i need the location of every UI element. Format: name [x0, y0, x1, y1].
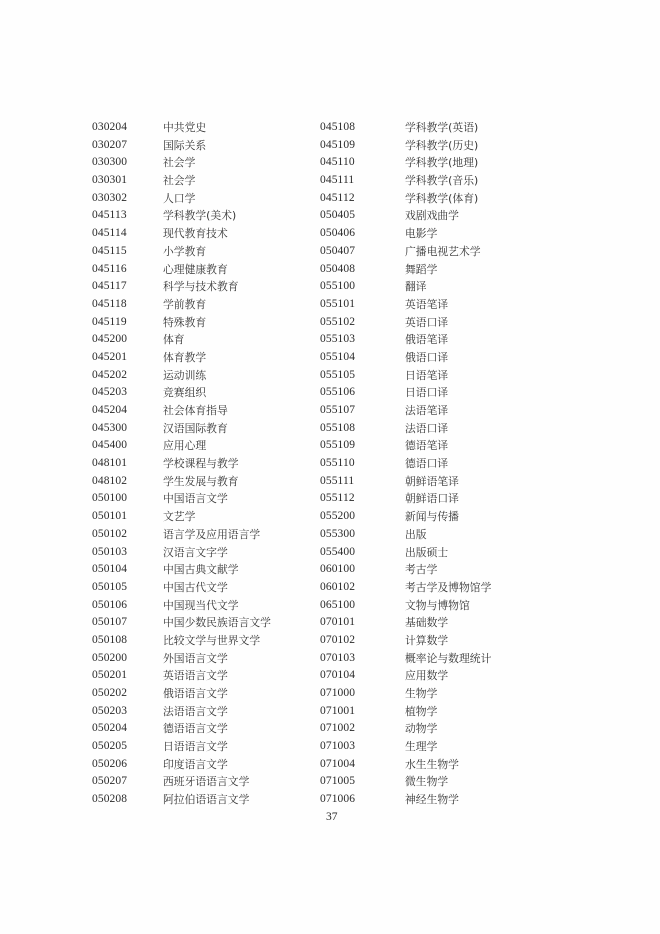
table-row	[0, 632, 660, 650]
subject-name-left: 运动训练	[163, 368, 207, 382]
subject-name-right: 广播电视艺术学	[405, 244, 481, 258]
subject-code-left: 050203	[92, 704, 128, 717]
subject-name-right: 水生生物学	[405, 757, 459, 771]
subject-name-right: 文物与博物馆	[405, 598, 470, 612]
subject-code-table	[0, 119, 660, 809]
subject-code-right: 055102	[320, 315, 356, 328]
subject-name-left: 小学教育	[163, 244, 207, 258]
subject-name-right: 神经生物学	[405, 793, 459, 807]
subject-name-left: 国际关系	[163, 138, 207, 152]
subject-code-right: 060100	[320, 563, 356, 576]
subject-name-left: 中共党史	[163, 121, 207, 134]
table-row	[0, 296, 660, 314]
table-row	[0, 490, 660, 508]
subject-code-right: 045108	[320, 121, 356, 133]
table-row	[0, 473, 660, 491]
table-row	[0, 172, 660, 190]
subject-code-right: 070104	[320, 669, 356, 682]
table-row	[0, 437, 660, 455]
subject-code-left: 045118	[92, 297, 127, 310]
subject-name-left: 西班牙语语言文学	[163, 775, 250, 789]
subject-name-right: 戏剧戏曲学	[405, 209, 459, 223]
subject-name-right: 朝鲜语口译	[405, 492, 459, 506]
subject-code-right: 045111	[320, 174, 355, 187]
table-row	[0, 738, 660, 756]
table-row	[0, 137, 660, 155]
subject-name-right: 概率论与数理统计	[405, 651, 492, 665]
subject-name-right: 生物学	[405, 687, 438, 700]
table-row	[0, 367, 660, 385]
subject-name-right: 德语笔译	[405, 439, 449, 453]
subject-code-right: 045110	[320, 156, 355, 169]
subject-code-left: 050102	[92, 527, 128, 540]
subject-code-left: 050100	[92, 492, 128, 505]
subject-name-left: 中国现当代文学	[163, 598, 239, 612]
subject-code-right: 055110	[320, 457, 355, 470]
table-row	[0, 614, 660, 632]
subject-code-left: 050201	[92, 669, 128, 682]
subject-code-left: 045114	[92, 227, 127, 240]
subject-code-right: 071003	[320, 740, 356, 753]
table-row	[0, 597, 660, 615]
subject-name-right: 朝鲜语笔译	[405, 474, 459, 488]
subject-code-left: 050206	[92, 757, 128, 770]
subject-code-right: 055109	[320, 439, 356, 452]
subject-name-left: 学校课程与教学	[163, 457, 239, 471]
subject-code-right: 050405	[320, 209, 356, 222]
subject-name-right: 出版	[405, 527, 427, 541]
subject-code-left: 050105	[92, 580, 128, 593]
subject-code-left: 050103	[92, 545, 128, 558]
subject-code-left: 045119	[92, 315, 127, 328]
subject-code-right: 071006	[320, 793, 356, 806]
subject-name-right: 电影学	[405, 227, 438, 241]
subject-name-left: 俄语语言文学	[163, 687, 228, 700]
subject-name-right: 日语口译	[405, 386, 449, 400]
table-row	[0, 278, 660, 296]
subject-name-right: 动物学	[405, 722, 438, 736]
subject-code-left: 050208	[92, 793, 128, 806]
subject-name-left: 日语语言文学	[163, 740, 228, 754]
table-row	[0, 384, 660, 402]
subject-name-right: 考古学及博物馆学	[405, 580, 492, 594]
subject-code-left: 050200	[92, 651, 128, 664]
subject-code-right: 055108	[320, 421, 356, 434]
table-row	[0, 773, 660, 791]
subject-name-right: 俄语笔译	[405, 333, 449, 347]
subject-code-right: 065100	[320, 598, 356, 611]
subject-name-right: 日语笔译	[405, 368, 449, 382]
subject-code-right: 071004	[320, 757, 356, 770]
subject-code-right: 055104	[320, 350, 356, 363]
subject-name-right: 舞蹈学	[405, 262, 438, 276]
subject-code-right: 055400	[320, 545, 356, 558]
subject-code-right: 050406	[320, 227, 356, 240]
subject-code-left: 050204	[92, 722, 128, 735]
subject-code-left: 050202	[92, 687, 128, 699]
table-row	[0, 349, 660, 367]
subject-code-left: 050104	[92, 563, 128, 576]
subject-code-left: 050101	[92, 510, 128, 523]
subject-name-right: 学科教学(英语)	[405, 121, 479, 134]
subject-code-right: 055200	[320, 510, 356, 523]
subject-name-right: 新闻与传播	[405, 510, 459, 524]
subject-code-right: 055101	[320, 297, 356, 310]
subject-code-right: 045112	[320, 191, 355, 204]
subject-code-left: 045300	[92, 421, 128, 434]
subject-name-left: 汉语国际教育	[163, 421, 228, 435]
subject-code-left: 045201	[92, 350, 128, 363]
subject-name-left: 中国语言文学	[163, 492, 228, 506]
subject-code-right: 071002	[320, 722, 356, 735]
subject-name-right: 植物学	[405, 704, 438, 718]
subject-code-right: 071005	[320, 775, 356, 788]
subject-name-left: 科学与技术教育	[163, 280, 239, 294]
subject-name-left: 文艺学	[163, 510, 196, 524]
subject-name-left: 学生发展与教育	[163, 474, 239, 488]
subject-code-left: 050205	[92, 740, 128, 753]
subject-code-left: 045400	[92, 439, 128, 452]
subject-name-left: 特殊教育	[163, 315, 207, 329]
subject-code-left: 050107	[92, 616, 128, 629]
subject-code-right: 055300	[320, 527, 356, 540]
subject-name-right: 英语笔译	[405, 297, 449, 311]
table-row	[0, 756, 660, 774]
subject-code-right: 055107	[320, 404, 356, 416]
subject-code-right: 055106	[320, 386, 356, 399]
subject-name-left: 社会学	[163, 156, 196, 170]
subject-name-right: 翻译	[405, 280, 427, 294]
subject-code-right: 070101	[320, 616, 356, 629]
table-row	[0, 261, 660, 279]
subject-name-left: 应用心理	[163, 439, 207, 453]
subject-name-left: 阿拉伯语语言文学	[163, 793, 250, 807]
subject-code-left: 045116	[92, 262, 127, 275]
subject-name-left: 比较文学与世界文学	[163, 633, 261, 647]
subject-name-right: 俄语口译	[405, 350, 449, 364]
table-row	[0, 455, 660, 473]
table-row	[0, 561, 660, 579]
subject-code-right: 070102	[320, 633, 356, 646]
subject-code-left: 045113	[92, 209, 127, 222]
subject-code-left: 045115	[92, 244, 127, 257]
table-row	[0, 544, 660, 562]
subject-name-right: 应用数学	[405, 669, 449, 683]
subject-name-right: 学科教学(地理)	[405, 156, 479, 170]
table-row	[0, 703, 660, 721]
subject-code-right: 045109	[320, 138, 356, 151]
subject-name-left: 英语语言文学	[163, 669, 228, 683]
subject-name-left: 中国古代文学	[163, 580, 228, 594]
subject-name-right: 学科教学(体育)	[405, 191, 479, 205]
subject-name-left: 德语语言文学	[163, 722, 228, 736]
table-row	[0, 526, 660, 544]
subject-name-right: 考古学	[405, 563, 438, 577]
subject-code-right: 055112	[320, 492, 355, 505]
subject-code-right: 060102	[320, 580, 356, 593]
table-row	[0, 225, 660, 243]
subject-name-left: 学前教育	[163, 297, 207, 311]
subject-name-left: 人口学	[163, 191, 196, 205]
table-row	[0, 667, 660, 685]
subject-name-right: 学科教学(历史)	[405, 138, 479, 152]
subject-name-left: 现代教育技术	[163, 227, 228, 241]
table-row	[0, 207, 660, 225]
subject-code-left: 030204	[92, 121, 128, 133]
subject-code-left: 030302	[92, 191, 128, 204]
subject-code-left: 050108	[92, 633, 128, 646]
subject-code-right: 071000	[320, 687, 356, 699]
subject-name-right: 基础数学	[405, 616, 449, 630]
subject-name-left: 学科教学(美术)	[163, 209, 237, 223]
subject-code-right: 055111	[320, 474, 355, 487]
subject-code-right: 055100	[320, 280, 356, 293]
table-row	[0, 190, 660, 208]
subject-name-right: 法语口译	[405, 421, 449, 435]
subject-code-left: 045200	[92, 333, 128, 346]
table-row	[0, 314, 660, 332]
subject-code-left: 030207	[92, 138, 128, 151]
subject-name-left: 中国古典文献学	[163, 563, 239, 577]
subject-code-right: 055105	[320, 368, 356, 381]
subject-code-right: 050407	[320, 244, 356, 257]
table-row	[0, 243, 660, 261]
table-row	[0, 402, 660, 420]
subject-name-left: 印度语言文学	[163, 757, 228, 771]
subject-code-left: 030300	[92, 156, 128, 169]
subject-code-left: 030301	[92, 174, 128, 187]
subject-name-left: 社会体育指导	[163, 404, 228, 417]
table-row	[0, 579, 660, 597]
table-row	[0, 154, 660, 172]
table-row	[0, 508, 660, 526]
subject-name-left: 汉语言文字学	[163, 545, 228, 559]
table-row	[0, 331, 660, 349]
subject-code-left: 050207	[92, 775, 128, 788]
subject-name-left: 语言学及应用语言学	[163, 527, 261, 541]
subject-code-left: 048101	[92, 457, 128, 470]
subject-code-right: 055103	[320, 333, 356, 346]
subject-name-left: 体育教学	[163, 350, 207, 364]
table-row	[0, 791, 660, 809]
subject-name-left: 体育	[163, 333, 185, 347]
subject-name-left: 法语语言文学	[163, 704, 228, 718]
subject-name-right: 英语口译	[405, 315, 449, 329]
table-row	[0, 720, 660, 738]
subject-name-right: 法语笔译	[405, 404, 449, 417]
subject-name-right: 德语口译	[405, 457, 449, 471]
table-row	[0, 685, 660, 703]
subject-code-right: 050408	[320, 262, 356, 275]
subject-name-left: 竞赛组织	[163, 386, 207, 400]
subject-code-left: 048102	[92, 474, 128, 487]
subject-name-left: 外国语言文学	[163, 651, 228, 665]
subject-code-left: 050106	[92, 598, 128, 611]
subject-code-right: 071001	[320, 704, 356, 717]
subject-name-right: 微生物学	[405, 775, 449, 789]
table-row	[0, 650, 660, 668]
subject-code-right: 070103	[320, 651, 356, 664]
subject-name-left: 中国少数民族语言文学	[163, 616, 271, 630]
subject-code-left: 045202	[92, 368, 128, 381]
subject-code-left: 045203	[92, 386, 128, 399]
subject-name-right: 计算数学	[405, 633, 449, 647]
table-row	[0, 420, 660, 438]
subject-name-right: 出版硕士	[405, 545, 449, 559]
subject-name-right: 生理学	[405, 740, 438, 754]
subject-name-right: 学科教学(音乐)	[405, 174, 479, 188]
subject-code-left: 045117	[92, 280, 127, 293]
page-number: 37	[326, 811, 338, 823]
table-row	[0, 119, 660, 137]
subject-code-left: 045204	[92, 404, 128, 416]
subject-name-left: 心理健康教育	[163, 262, 228, 276]
subject-name-left: 社会学	[163, 174, 196, 188]
